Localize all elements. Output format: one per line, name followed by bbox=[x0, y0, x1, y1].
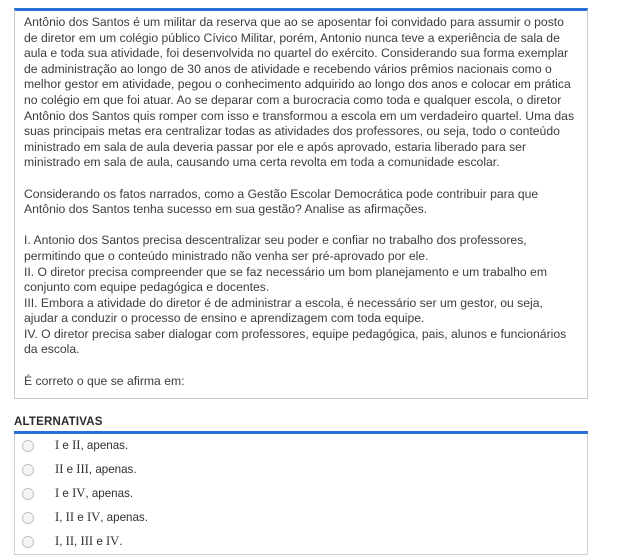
alternative-option[interactable] bbox=[15, 506, 587, 530]
question-closing-line: É correto o que se afirma em: bbox=[24, 373, 185, 388]
alternative-label: I e II, apenas. bbox=[55, 438, 129, 453]
question-statements bbox=[24, 233, 578, 358]
radio-button-icon[interactable] bbox=[22, 536, 34, 548]
radio-button-icon[interactable] bbox=[22, 512, 34, 524]
alternatives-header: ALTERNATIVAS bbox=[14, 416, 103, 429]
page-container bbox=[14, 8, 588, 555]
alternative-option[interactable] bbox=[15, 458, 587, 482]
alternative-label: II e III, apenas. bbox=[55, 462, 137, 477]
radio-button-icon[interactable] bbox=[22, 464, 34, 476]
alternative-option[interactable] bbox=[15, 434, 587, 458]
alternative-label: I, II e IV, apenas. bbox=[55, 510, 148, 525]
statement-item: II. O diretor precisa compreender que se faz necessário um bom planejamento e um trabalho em conjunto com equipe pedagógica e docentes. bbox=[24, 264, 547, 295]
statement-item: IV. O diretor precisa saber dialogar com professores, equipe pedagógica, pais, alunos e funcionários da escola. bbox=[24, 326, 567, 357]
question-prompt-paragraph: Considerando os fatos narrados, como a Gestão Escolar Democrática pode contribuir para que Antônio dos Santos tenha sucesso em sua gestão? Analise as afirmações. bbox=[24, 186, 539, 217]
alternatives-list bbox=[14, 434, 588, 555]
question-intro-paragraph: Antônio dos Santos é um militar da reserva que ao se aposentar foi convidado para assumir o posto de diretor em um colégio público Cívico Militar, porém, Antonio nunca teve a experiência de sala de aula e toda sua atividade, foi desenvolvida no quartel do exército. Considerando sua forma exemplar de administração ao longo de 30 anos de atividade e recebendo vários prêmios nacionais como o melhor gestor em atividade, pegou o conhecimento adquirido ao longo dos anos e colocar em prática no colégio em que foi atuar. Ao se deparar com a burocracia como toda e qualquer escola, o diretor Antônio dos Santos quis romper com isso e transformou a escola em um verdadeiro quartel. Uma das suas principais metas era centralizar todas as atividades dos professores, ou seja, todo o conteúdo ministrado em sala de aula deveria passar por ele e após aprovado, estaria liberado para ser ministrado em sala de aula, causando uma certa revolta em toda a comunidade escolar. bbox=[24, 15, 575, 170]
question-panel bbox=[14, 8, 588, 399]
statement-item: I. Antonio dos Santos precisa descentralizar seu poder e confiar no trabalho dos professores, permitindo que o conteúdo ministrado não venha ser pré-aprovado por ele. bbox=[24, 233, 527, 263]
radio-button-icon[interactable] bbox=[22, 440, 34, 452]
alternative-option[interactable] bbox=[15, 482, 587, 506]
alternative-option[interactable] bbox=[15, 530, 587, 554]
radio-button-icon[interactable] bbox=[22, 488, 34, 500]
alternative-label: I e IV, apenas. bbox=[55, 486, 134, 501]
statement-item: III. Embora a atividade do diretor é de administrar a escola, é necessário ser um gestor, ou seja, ajudar a conduzir o processo de ensino e aprendizagem com toda equipe. bbox=[24, 295, 543, 326]
alternative-label: I, II, III e IV. bbox=[55, 534, 123, 549]
